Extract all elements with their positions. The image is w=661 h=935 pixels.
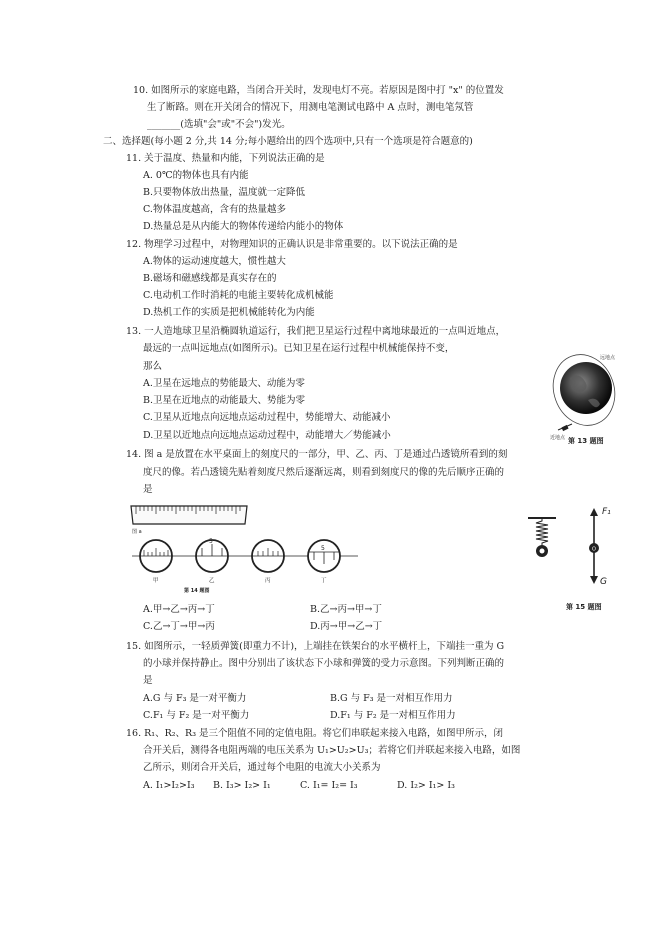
q15-spring-figure (522, 498, 622, 618)
q14-stem-line3: 是 (143, 484, 153, 495)
q13-option-d: D.卫星以近地点向远地点运动过程中，动能增大／势能减小 (143, 430, 391, 441)
q13-figure-caption: 第 13 题图 (568, 437, 604, 445)
q16-option-d: D. I₂> I₁> I₃ (397, 780, 455, 791)
q11-option-d: D.热量总是从内能大的物体传递给内能小的物体 (143, 221, 344, 232)
q14-figure-caption: 第 14 题图 (184, 588, 210, 594)
q15-option-c: C.F₁ 与 F₂ 是一对平衡力 (143, 710, 250, 721)
lens-label-jia: 甲 (153, 578, 159, 584)
q13-stem-line1: 13. 一人造地球卫星沿椭圆轨道运行，我们把卫星运行过程中离地球最近的一点叫近地点， (126, 326, 506, 337)
q15-stem-line2: 的小球并保持静止。图中分别出了该状态下小球和弹簧的受力示意图。下列判断正确的 (143, 658, 505, 669)
q11-option-c: C.物体温度越高，含有的热量越多 (143, 204, 286, 215)
q15-figure-caption: 第 15 题图 (566, 603, 602, 611)
q10-line2: 生了断路。则在开关闭合的情况下，用测电笔测试电路中 A 点时，测电笔氖管 (147, 102, 474, 113)
perigee-label: 近地点 (550, 435, 566, 441)
q14-fig-a-label: 图 a (132, 529, 142, 534)
q14-option-d: D.丙→甲→乙→丁 (310, 621, 383, 632)
q14-ruler-figure (128, 500, 250, 534)
lens-yi (196, 538, 228, 584)
lens-label-bing: 丙 (265, 578, 271, 584)
q15-stem-line3: 是 (143, 675, 153, 686)
q10-line3: _______(选填"会"或"不会")发光。 (147, 119, 291, 130)
q12-option-c: C.电动机工作时消耗的电能主要转化成机械能 (143, 290, 334, 301)
q13-stem-line3: 那么 (143, 361, 163, 372)
q14-option-a: A.甲→乙→丙→丁 (143, 604, 215, 615)
q12-option-b: B.磁场和磁感线都是真实存在的 (143, 273, 277, 284)
lens-label-yi: 乙 (209, 578, 215, 584)
q14-stem-line2: 度尺的像。若凸透镜先贴着刻度尺然后逐渐远离，则看到刻度尺的像的先后顺序正确的 (143, 467, 505, 478)
q15-stem-line1: 15. 如图所示，一轻质弹簧(即重力不计)，上端挂在铁架台的水平横杆上，下端挂一重为 G (126, 641, 505, 652)
q14-option-b: B.乙→丙→甲→丁 (310, 604, 382, 615)
section2-header: 二、选择题(每小题 2 分,共 14 分;每小题给出的四个选项中,只有一个选项是符合题意的) (103, 136, 473, 147)
q14-stem-line1: 14. 图 a 是放置在水平桌面上的刻度尺的一部分，甲、乙、丙、丁是通过凸透镜所看到的刻 (126, 449, 508, 460)
q13-option-b: B.卫星在近地点的动能最大、势能为零 (143, 395, 306, 406)
q16-stem-line2: 合开关后，测得各电阻两端的电压关系为 U₁>U₂>U₃；若将它们并联起来接入电路，如图 (143, 745, 521, 756)
q14-option-c: C.乙→丁→甲→丙 (143, 621, 215, 632)
g-label: G (600, 577, 607, 587)
spring (536, 518, 548, 545)
q16-option-a: A. I₁>I₂>I₃ (143, 780, 195, 791)
svg-text:5: 5 (209, 538, 213, 545)
q16-option-b: B. I₃> I₂> I₁ (213, 780, 271, 791)
q11-option-a: A. 0℃的物体也具有内能 (143, 170, 249, 181)
f1-label: F₁ (602, 507, 611, 517)
q11-option-b: B.只要物体放出热量，温度就一定降低 (143, 187, 306, 198)
q16-stem-line1: 16. R₁、R₂、R₃ 是三个阻值不同的定值电阻。将它们串联起来接入电路，如图甲所示，闭 (126, 728, 504, 739)
q11-stem: 11. 关于温度、热量和内能，下列说法正确的是 (126, 153, 325, 164)
q16-stem-line3: 乙所示，则闭合开关后，通过每个电阻的电流大小关系为 (143, 762, 381, 773)
lens-label-ding: 丁 (321, 578, 327, 584)
q15-option-b: B.G 与 F₃ 是一对相互作用力 (330, 693, 453, 704)
svg-text:5: 5 (321, 545, 325, 552)
q16-option-c: C. I₁= I₂= I₃ (300, 780, 358, 791)
lens-ding (308, 540, 340, 584)
q15-option-d: D.F₁ 与 F₂ 是一对相互作用力 (330, 710, 456, 721)
q12-stem: 12. 物理学习过程中，对物理知识的正确认识是非常重要的。以下说法正确的是 (126, 239, 458, 250)
lens-bing (252, 540, 284, 584)
q13-orbit-figure (548, 348, 618, 443)
q13-option-c: C.卫星从近地点向远地点运动过程中，势能增大、动能减小 (143, 412, 391, 423)
q13-stem-line2: 最远的一点叫远地点(如图所示)。已知卫星在运行过程中机械能保持不变， (143, 343, 455, 354)
q14-lens-figure (130, 534, 360, 596)
q12-option-d: D.热机工作的实质是把机械能转化为内能 (143, 307, 315, 318)
q10-line1: 10. 如图所示的家庭电路，当闭合开关时，发现电灯不亮。若原因是图中打 "x" 的位置发 (133, 85, 504, 96)
q15-option-a: A.G 与 F₃ 是一对平衡力 (143, 693, 247, 704)
lens-jia (140, 540, 172, 584)
q12-option-a: A.物体的运动速度越大，惯性越大 (143, 256, 286, 267)
q13-option-a: A.卫星在远地点的势能最大、动能为零 (143, 378, 305, 389)
apogee-label: 远地点 (600, 355, 616, 361)
svg-text:O: O (592, 546, 596, 553)
